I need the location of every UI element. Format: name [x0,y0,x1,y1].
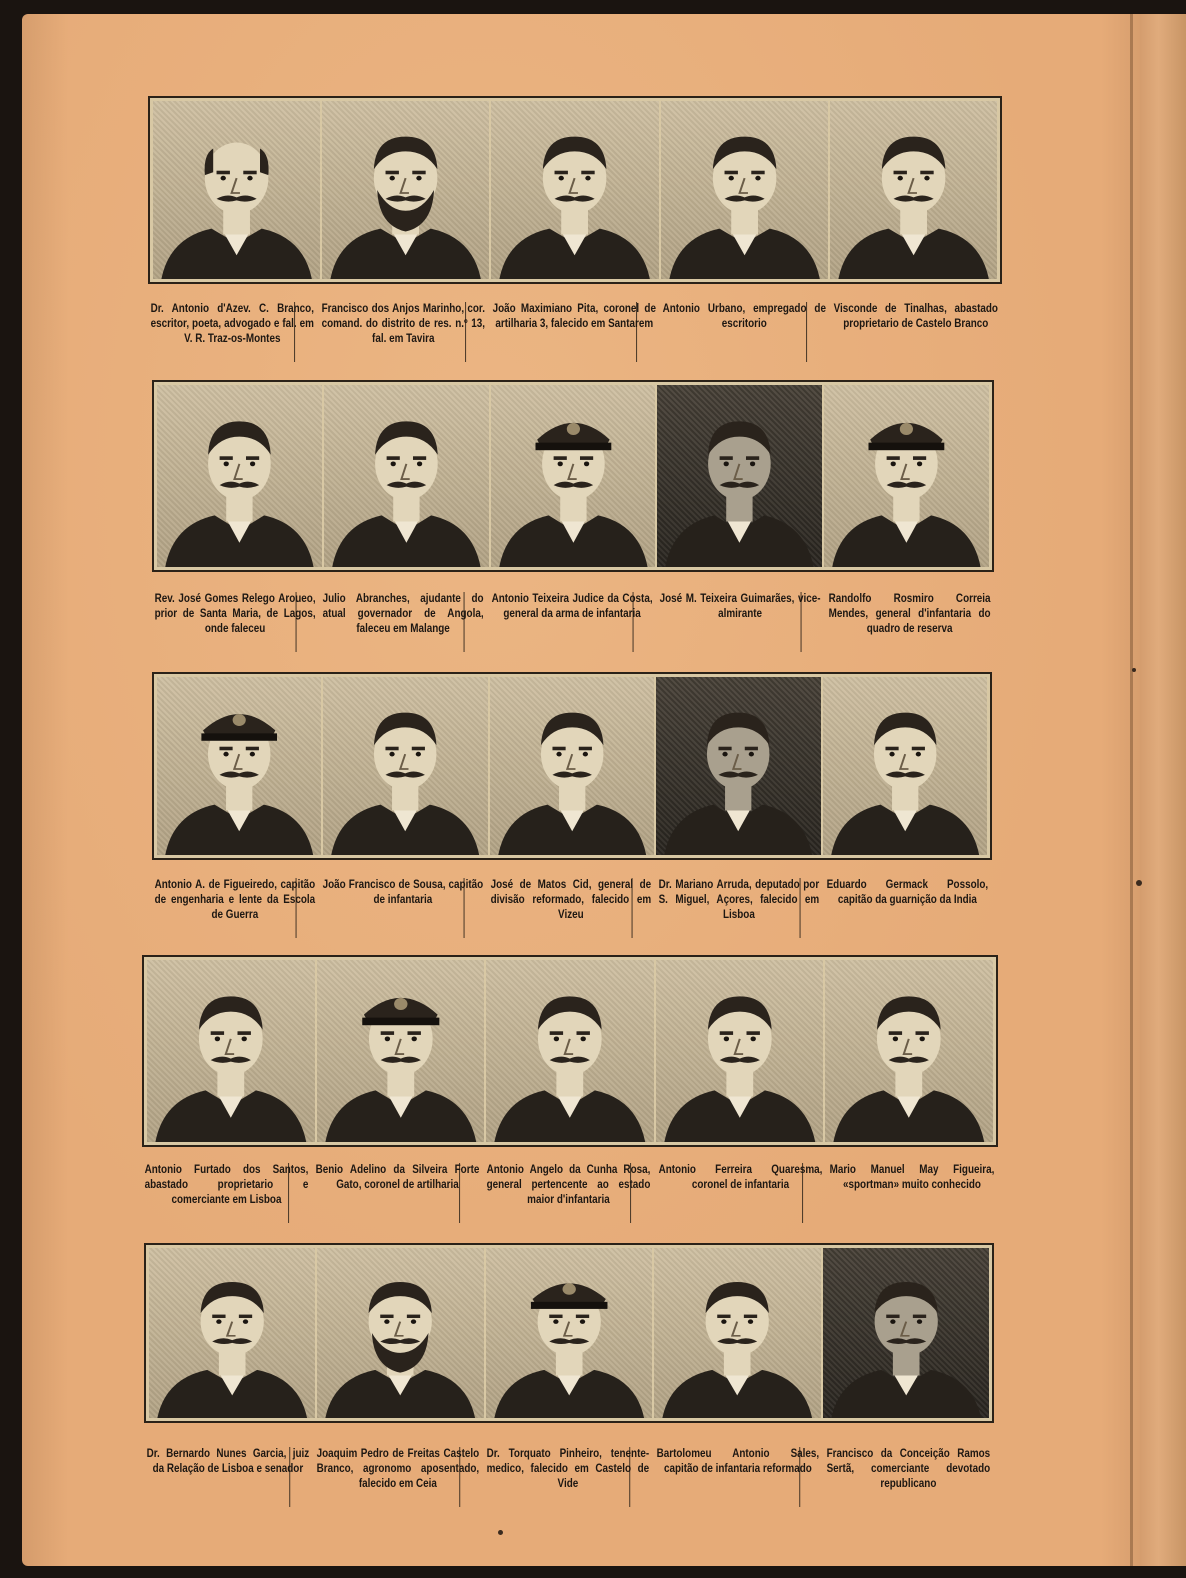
portrait-caption [824,1447,991,1507]
portrait-photo [486,960,654,1142]
portrait-caption [827,1163,995,1223]
portrait-photo [322,101,489,279]
caption-text: Rev. José Gomes Relego Aroueo, prior de Santa Maria, de Lagos, onde faleceu [154,593,316,635]
portrait-row [148,96,1002,362]
portrait-caption [319,302,485,362]
portrait-photo [490,677,654,855]
portrait-photo [830,101,997,279]
portrait-caption [488,878,652,938]
portrait-row [152,380,994,652]
portrait-photo [824,385,989,567]
caption-text: Antonio A. de Figueiredo, capitão de engenharia e lente da Escola de Guerra [154,879,316,921]
portrait-photo [486,1248,652,1418]
portrait-row [152,672,992,938]
portrait-photo [317,960,485,1142]
portrait-caption [657,592,821,652]
caption-text: Randolfo Rosmiro Correia Mendes, general d'infantaria do quadro de reserva [828,593,991,635]
portrait-caption [656,878,820,938]
portrait-photo [656,677,820,855]
caption-text: Dr. Torquato Pinheiro, tenente-medico, falecido em Castelo de Vide [486,1448,650,1490]
portrait-photo [654,1248,820,1418]
caption-text: Visconde de Tinalhas, abastado proprietario de Castelo Branco [833,303,999,330]
portrait-caption [490,302,656,362]
portrait-caption [142,1163,309,1223]
portrait-caption [824,878,989,938]
portrait-caption [313,1163,480,1223]
caption-text: Antonio Teixeira Judice da Costa, general da arma de infantaria [491,593,653,620]
caption-row [152,592,994,652]
caption-text: Antonio Urbano, empregado de escritorio [662,303,827,330]
portrait-photo [656,960,824,1142]
caption-text: Dr. Bernardo Nunes Garcia, juiz da Relação de Lisboa e senador [146,1448,310,1475]
paper-speck [498,1530,503,1535]
portrait-caption [148,302,314,362]
caption-text: Francisco dos Anjos Marinho, cor. comand. do distrito de res. n.º 13, fal. em Tavira [321,303,485,345]
portrait-caption [320,592,484,652]
portrait-caption [152,592,316,652]
caption-text: Antonio Furtado dos Santos, abastado proprietario e comerciante em Lisboa [144,1164,309,1206]
portrait-caption [484,1447,650,1507]
caption-text: Mario Manuel May Figueira, «sportman» muito conhecido [829,1164,995,1191]
caption-text: Antonio Ferreira Quaresma, coronel de infantaria [658,1164,822,1191]
caption-text: Dr. Mariano Arruda, deputado por S. Miguel, Açores, falecido em Lisboa [658,879,820,921]
portrait-caption [144,1447,310,1507]
portrait-photo [317,1248,483,1418]
portrait-photo [491,101,658,279]
caption-text: José M. Teixeira Guimarães, vice-almirante [659,593,821,620]
portrait-caption [314,1447,480,1507]
caption-text: Antonio Angelo da Cunha Rosa, general pertencente ao estado maior d'infantaria [486,1164,651,1206]
portrait-row [142,955,998,1223]
photo-strip [144,1243,994,1423]
caption-text: Dr. Antonio d'Azev. C. Branco, escritor, poeta, advogado e fal. em V. R. Traz-os-Montes [150,303,314,345]
portrait-photo [157,385,322,567]
caption-text: Bartolomeu Antonio Sales, capitão de infantaria reformado [656,1448,820,1475]
portrait-photo [823,677,987,855]
portrait-caption [826,592,991,652]
caption-row [142,1163,998,1223]
caption-text: José de Matos Cid, general de divisão reformado, falecido em Vizeu [490,879,652,921]
photo-strip [148,96,1002,284]
page-gutter [1140,14,1186,1566]
caption-row [144,1447,994,1507]
portrait-photo [149,1248,315,1418]
portrait-photo [147,960,315,1142]
portrait-caption [660,302,827,362]
portrait-photo [153,101,320,279]
portrait-caption [152,878,316,938]
portrait-caption [656,1163,822,1223]
caption-text: Joaquim Pedro de Freitas Castelo Branco, agronomo aposentado, falecido em Ceia [316,1448,480,1490]
portrait-photo [823,1248,989,1418]
portrait-photo [661,101,828,279]
photo-strip [142,955,998,1147]
paper-speck [1132,668,1136,672]
caption-text: Eduardo Germack Possolo, capitão da guarnição da India [826,879,989,906]
photo-strip [152,380,994,572]
caption-text: Julio Abranches, ajudante do atual governador de Angola, faleceu em Malange [322,593,484,635]
portrait-photo [323,677,487,855]
portrait-caption [489,592,653,652]
portrait-photo [825,960,993,1142]
paper-speck [1136,880,1142,886]
caption-text: João Francisco de Sousa, capitão de infantaria [322,879,484,906]
portrait-caption [654,1447,820,1507]
portrait-caption [484,1163,651,1223]
portrait-photo [491,385,656,567]
portrait-photo [657,385,822,567]
portrait-caption [831,302,999,362]
portrait-caption [320,878,484,938]
caption-text: Benio Adelino da Silveira Forte Gato, coronel de artilharia [315,1164,480,1191]
caption-text: João Maximiano Pita, coronel de artilharia 3, falecido em Santarem [492,303,656,330]
photo-strip [152,672,992,860]
caption-row [148,302,1002,362]
caption-text: Francisco da Conceição Ramos Sertã, comerciante devotado republicano [826,1448,991,1490]
portrait-photo [157,677,321,855]
portrait-row [144,1243,994,1507]
page-fold [1130,14,1133,1566]
portrait-photo [324,385,489,567]
caption-row [152,878,992,938]
